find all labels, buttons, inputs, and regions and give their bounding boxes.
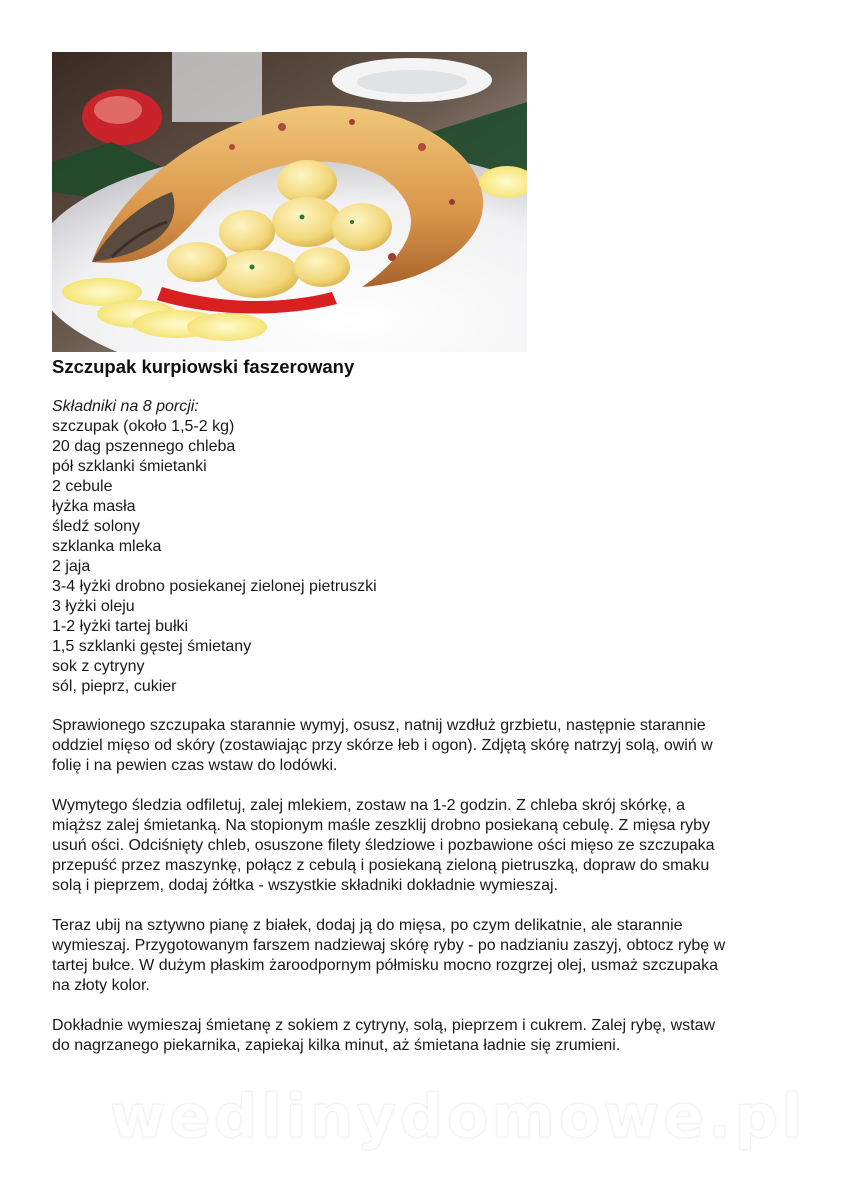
ingredients-heading: Składniki na 8 porcji: bbox=[52, 398, 199, 415]
step-paragraph-1 bbox=[52, 716, 792, 776]
step-line: do nagrzanego piekarnika, zapiekaj kilka minut, aż śmietana ładnie się zrumieni. bbox=[52, 1037, 621, 1054]
ingredient-item: łyżka masła bbox=[52, 498, 136, 515]
step-paragraph-3 bbox=[52, 916, 792, 996]
ingredient-item: 3-4 łyżki drobno posiekanej zielonej pietruszki bbox=[52, 578, 377, 595]
step-paragraph-4 bbox=[52, 1016, 792, 1056]
ingredient-item: śledź solony bbox=[52, 518, 141, 535]
recipe-title: Szczupak kurpiowski faszerowany bbox=[52, 356, 355, 377]
ingredient-item: sok z cytryny bbox=[52, 658, 145, 675]
step-paragraph-2 bbox=[52, 796, 792, 896]
step-line: Teraz ubij na sztywno pianę z białek, dodaj ją do mięsa, po czym delikatnie, ale starannie bbox=[52, 917, 683, 934]
step-line: Sprawionego szczupaka starannie wymyj, osusz, natnij wzdłuż grzbietu, następnie starannie bbox=[52, 717, 706, 734]
step-line: wymieszaj. Przygotowanym farszem nadziewaj skórę ryby - po nadzianiu zaszyj, obtocz rybę w bbox=[52, 937, 726, 954]
ingredient-item: 20 dag pszennego chleba bbox=[52, 438, 236, 455]
ingredient-item: szczupak (około 1,5-2 kg) bbox=[52, 418, 235, 435]
ingredient-item: 1,5 szklanki gęstej śmietany bbox=[52, 638, 252, 655]
ingredient-item: sól, pieprz, cukier bbox=[52, 678, 177, 695]
step-line: Dokładnie wymieszaj śmietanę z sokiem z cytryny, solą, pieprzem i cukrem. Zalej rybę, wstaw bbox=[52, 1017, 716, 1034]
step-line: solą i pieprzem, dodaj żółtka - wszystkie składniki dokładnie wymieszaj. bbox=[52, 877, 558, 894]
fish-dish-photo-icon bbox=[52, 52, 527, 352]
ingredient-item: 2 jaja bbox=[52, 558, 91, 575]
step-line: tartej bułce. W dużym płaskim żaroodpornym półmisku mocno rozgrzej olej, usmaż szczupaka bbox=[52, 957, 719, 974]
preparation-steps bbox=[52, 716, 792, 1076]
ingredient-item: 3 łyżki oleju bbox=[52, 598, 135, 615]
step-line: miąższ zalej śmietanką. Na stopionym maśle zeszklij drobno posiekaną cebulę. Z mięsa ryby bbox=[52, 817, 711, 834]
ingredient-item: pół szklanki śmietanki bbox=[52, 458, 207, 475]
step-line: folię i na pewien czas wstaw do lodówki. bbox=[52, 757, 338, 774]
ingredient-item: 2 cebule bbox=[52, 478, 113, 495]
step-line: na złoty kolor. bbox=[52, 977, 150, 994]
ingredients-section bbox=[52, 397, 377, 697]
step-line: Wymytego śledzia odfiletuj, zalej mlekiem, zostaw na 1-2 godzin. Z chleba skrój skórkę, a bbox=[52, 797, 686, 814]
watermark: wedlinydomowe.pl bbox=[110, 1082, 807, 1152]
step-line: usuń ości. Odciśnięty chleb, osuszone filety śledziowe i pozbawione ości mięso ze szczupaka bbox=[52, 837, 715, 854]
ingredient-item: szklanka mleka bbox=[52, 538, 162, 555]
step-line: oddziel mięso od skóry (zostawiając przy skórze łeb i ogon). Zdjętą skórę natrzyj solą, owiń w bbox=[52, 737, 713, 754]
dish-photo bbox=[52, 52, 527, 352]
ingredient-item: 1-2 łyżki tartej bułki bbox=[52, 618, 189, 635]
ingredients-list bbox=[52, 417, 377, 697]
step-line: przepuść przez maszynkę, połącz z cebulą i posiekaną zieloną pietruszką, dopraw do smaku bbox=[52, 857, 710, 874]
